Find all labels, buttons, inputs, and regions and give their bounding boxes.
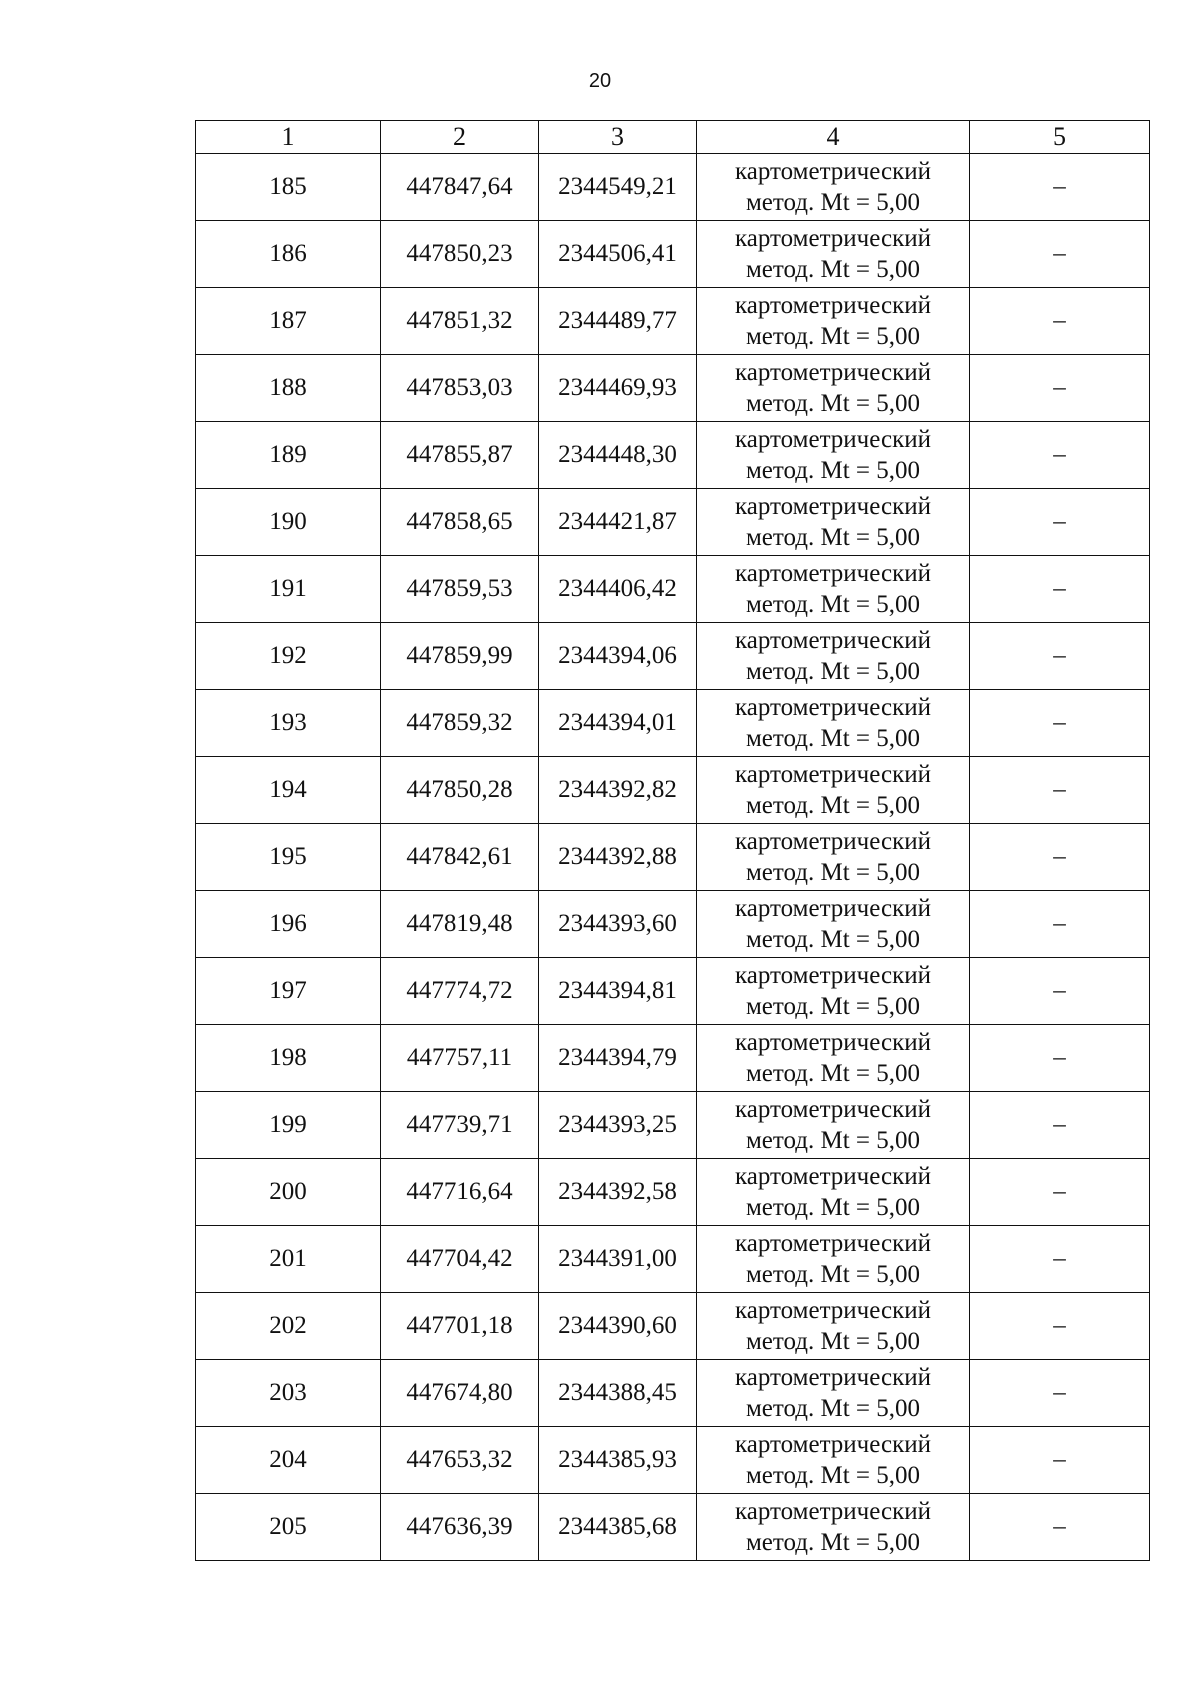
column-5-cell: – — [970, 958, 1150, 1025]
method-line-2: метод. Mt = 5,00 — [745, 792, 921, 819]
method-line-2: метод. Mt = 5,00 — [745, 323, 921, 350]
x-coordinate-cell: 447701,18 — [381, 1293, 539, 1360]
method-cell — [697, 1427, 970, 1494]
y-coordinate-cell: 2344469,93 — [539, 355, 697, 422]
method-line-2: метод. Mt = 5,00 — [745, 457, 921, 484]
method-line-2: метод. Mt = 5,00 — [745, 189, 921, 216]
table-row — [196, 690, 1150, 757]
method-line-1: картометрический — [735, 627, 931, 654]
y-coordinate-cell: 2344489,77 — [539, 288, 697, 355]
table-row — [196, 757, 1150, 824]
x-coordinate-cell: 447674,80 — [381, 1360, 539, 1427]
column-5-cell: – — [970, 1293, 1150, 1360]
method-line-2: метод. Mt = 5,00 — [745, 591, 921, 618]
method-line-1: картометрический — [735, 493, 931, 520]
method-line-2: метод. Mt = 5,00 — [745, 658, 921, 685]
y-coordinate-cell: 2344392,82 — [539, 757, 697, 824]
method-cell — [697, 891, 970, 958]
method-line-1: картометрический — [735, 694, 931, 721]
table-row — [196, 221, 1150, 288]
y-coordinate-cell: 2344393,60 — [539, 891, 697, 958]
x-coordinate-cell: 447859,32 — [381, 690, 539, 757]
header-col-4: 4 — [697, 121, 970, 154]
method-line-1: картометрический — [735, 1163, 931, 1190]
header-col-2: 2 — [381, 121, 539, 154]
method-line-1: картометрический — [735, 359, 931, 386]
column-5-cell: – — [970, 1226, 1150, 1293]
column-5-cell: – — [970, 757, 1150, 824]
method-line-1: картометрический — [735, 1297, 931, 1324]
method-line-1: картометрический — [735, 761, 931, 788]
y-coordinate-cell: 2344394,81 — [539, 958, 697, 1025]
y-coordinate-cell: 2344394,79 — [539, 1025, 697, 1092]
column-5-cell: – — [970, 1159, 1150, 1226]
method-line-1: картометрический — [735, 560, 931, 587]
y-coordinate-cell: 2344393,25 — [539, 1092, 697, 1159]
point-number-cell: 198 — [196, 1025, 381, 1092]
table-row — [196, 489, 1150, 556]
table-row — [196, 623, 1150, 690]
method-line-1: картометрический — [735, 158, 931, 185]
coordinates-table — [195, 120, 1150, 1561]
method-cell — [697, 1293, 970, 1360]
table-row — [196, 556, 1150, 623]
column-5-cell: – — [970, 288, 1150, 355]
method-cell — [697, 422, 970, 489]
x-coordinate-cell: 447858,65 — [381, 489, 539, 556]
method-line-2: метод. Mt = 5,00 — [745, 524, 921, 551]
method-line-2: метод. Mt = 5,00 — [745, 993, 921, 1020]
table-row — [196, 1427, 1150, 1494]
x-coordinate-cell: 447847,64 — [381, 154, 539, 221]
method-cell — [697, 1360, 970, 1427]
point-number-cell: 190 — [196, 489, 381, 556]
method-line-2: метод. Mt = 5,00 — [745, 725, 921, 752]
y-coordinate-cell: 2344391,00 — [539, 1226, 697, 1293]
point-number-cell: 202 — [196, 1293, 381, 1360]
method-cell — [697, 1092, 970, 1159]
method-line-1: картометрический — [735, 1431, 931, 1458]
point-number-cell: 195 — [196, 824, 381, 891]
method-line-1: картометрический — [735, 962, 931, 989]
method-line-1: картометрический — [735, 1029, 931, 1056]
method-cell — [697, 221, 970, 288]
table-row — [196, 824, 1150, 891]
table-row — [196, 891, 1150, 958]
method-line-1: картометрический — [735, 1230, 931, 1257]
table-header — [196, 121, 1150, 154]
method-line-1: картометрический — [735, 828, 931, 855]
x-coordinate-cell: 447636,39 — [381, 1494, 539, 1561]
method-cell — [697, 355, 970, 422]
method-line-1: картометрический — [735, 1096, 931, 1123]
method-line-2: метод. Mt = 5,00 — [745, 1194, 921, 1221]
table-row — [196, 288, 1150, 355]
y-coordinate-cell: 2344549,21 — [539, 154, 697, 221]
column-5-cell: – — [970, 891, 1150, 958]
table-row — [196, 1226, 1150, 1293]
table-row — [196, 355, 1150, 422]
method-cell — [697, 556, 970, 623]
method-cell — [697, 690, 970, 757]
point-number-cell: 201 — [196, 1226, 381, 1293]
y-coordinate-cell: 2344388,45 — [539, 1360, 697, 1427]
table-row — [196, 154, 1150, 221]
x-coordinate-cell: 447757,11 — [381, 1025, 539, 1092]
x-coordinate-cell: 447850,23 — [381, 221, 539, 288]
page-number: 20 — [588, 70, 612, 92]
method-line-1: картометрический — [735, 426, 931, 453]
method-line-1: картометрический — [735, 1364, 931, 1391]
method-cell — [697, 824, 970, 891]
method-cell — [697, 288, 970, 355]
column-5-cell: – — [970, 154, 1150, 221]
header-row — [196, 121, 1150, 154]
table-row — [196, 1360, 1150, 1427]
column-5-cell: – — [970, 1360, 1150, 1427]
method-line-1: картометрический — [735, 1498, 931, 1525]
point-number-cell: 196 — [196, 891, 381, 958]
point-number-cell: 197 — [196, 958, 381, 1025]
y-coordinate-cell: 2344392,58 — [539, 1159, 697, 1226]
method-line-2: метод. Mt = 5,00 — [745, 1328, 921, 1355]
header-col-5: 5 — [970, 121, 1150, 154]
header-col-3: 3 — [539, 121, 697, 154]
y-coordinate-cell: 2344385,68 — [539, 1494, 697, 1561]
x-coordinate-cell: 447842,61 — [381, 824, 539, 891]
point-number-cell: 186 — [196, 221, 381, 288]
table-row — [196, 422, 1150, 489]
y-coordinate-cell: 2344448,30 — [539, 422, 697, 489]
x-coordinate-cell: 447704,42 — [381, 1226, 539, 1293]
x-coordinate-cell: 447739,71 — [381, 1092, 539, 1159]
method-cell — [697, 757, 970, 824]
point-number-cell: 185 — [196, 154, 381, 221]
point-number-cell: 194 — [196, 757, 381, 824]
table-row — [196, 1494, 1150, 1561]
table-row — [196, 1159, 1150, 1226]
table-row — [196, 1025, 1150, 1092]
x-coordinate-cell: 447851,32 — [381, 288, 539, 355]
header-col-1: 1 — [196, 121, 381, 154]
x-coordinate-cell: 447853,03 — [381, 355, 539, 422]
point-number-cell: 203 — [196, 1360, 381, 1427]
point-number-cell: 187 — [196, 288, 381, 355]
table-row — [196, 1092, 1150, 1159]
column-5-cell: – — [970, 489, 1150, 556]
column-5-cell: – — [970, 1092, 1150, 1159]
method-line-2: метод. Mt = 5,00 — [745, 1060, 921, 1087]
x-coordinate-cell: 447859,99 — [381, 623, 539, 690]
column-5-cell: – — [970, 221, 1150, 288]
x-coordinate-cell: 447855,87 — [381, 422, 539, 489]
column-5-cell: – — [970, 422, 1150, 489]
method-cell — [697, 958, 970, 1025]
method-line-1: картометрический — [735, 225, 931, 252]
point-number-cell: 188 — [196, 355, 381, 422]
y-coordinate-cell: 2344394,01 — [539, 690, 697, 757]
x-coordinate-cell: 447859,53 — [381, 556, 539, 623]
method-line-2: метод. Mt = 5,00 — [745, 926, 921, 953]
method-cell — [697, 1494, 970, 1561]
column-5-cell: – — [970, 690, 1150, 757]
column-5-cell: – — [970, 556, 1150, 623]
y-coordinate-cell: 2344506,41 — [539, 221, 697, 288]
table-body — [196, 154, 1150, 1561]
method-line-2: метод. Mt = 5,00 — [745, 390, 921, 417]
column-5-cell: – — [970, 1025, 1150, 1092]
method-line-1: картометрический — [735, 292, 931, 319]
table-row — [196, 958, 1150, 1025]
method-cell — [697, 154, 970, 221]
method-line-2: метод. Mt = 5,00 — [745, 256, 921, 283]
method-line-2: метод. Mt = 5,00 — [745, 1395, 921, 1422]
x-coordinate-cell: 447774,72 — [381, 958, 539, 1025]
point-number-cell: 192 — [196, 623, 381, 690]
column-5-cell: – — [970, 355, 1150, 422]
y-coordinate-cell: 2344406,42 — [539, 556, 697, 623]
y-coordinate-cell: 2344385,93 — [539, 1427, 697, 1494]
method-line-2: метод. Mt = 5,00 — [745, 1462, 921, 1489]
point-number-cell: 199 — [196, 1092, 381, 1159]
point-number-cell: 191 — [196, 556, 381, 623]
x-coordinate-cell: 447653,32 — [381, 1427, 539, 1494]
method-line-1: картометрический — [735, 895, 931, 922]
method-cell — [697, 1226, 970, 1293]
point-number-cell: 200 — [196, 1159, 381, 1226]
y-coordinate-cell: 2344394,06 — [539, 623, 697, 690]
column-5-cell: – — [970, 1494, 1150, 1561]
x-coordinate-cell: 447850,28 — [381, 757, 539, 824]
method-cell — [697, 489, 970, 556]
column-5-cell: – — [970, 623, 1150, 690]
point-number-cell: 193 — [196, 690, 381, 757]
method-line-2: метод. Mt = 5,00 — [745, 1127, 921, 1154]
column-5-cell: – — [970, 1427, 1150, 1494]
x-coordinate-cell: 447716,64 — [381, 1159, 539, 1226]
method-line-2: метод. Mt = 5,00 — [745, 1529, 921, 1556]
y-coordinate-cell: 2344390,60 — [539, 1293, 697, 1360]
method-line-2: метод. Mt = 5,00 — [745, 859, 921, 886]
point-number-cell: 204 — [196, 1427, 381, 1494]
y-coordinate-cell: 2344421,87 — [539, 489, 697, 556]
column-5-cell: – — [970, 824, 1150, 891]
method-cell — [697, 1025, 970, 1092]
method-cell — [697, 1159, 970, 1226]
point-number-cell: 189 — [196, 422, 381, 489]
x-coordinate-cell: 447819,48 — [381, 891, 539, 958]
y-coordinate-cell: 2344392,88 — [539, 824, 697, 891]
method-cell — [697, 623, 970, 690]
method-line-2: метод. Mt = 5,00 — [745, 1261, 921, 1288]
table-row — [196, 1293, 1150, 1360]
point-number-cell: 205 — [196, 1494, 381, 1561]
